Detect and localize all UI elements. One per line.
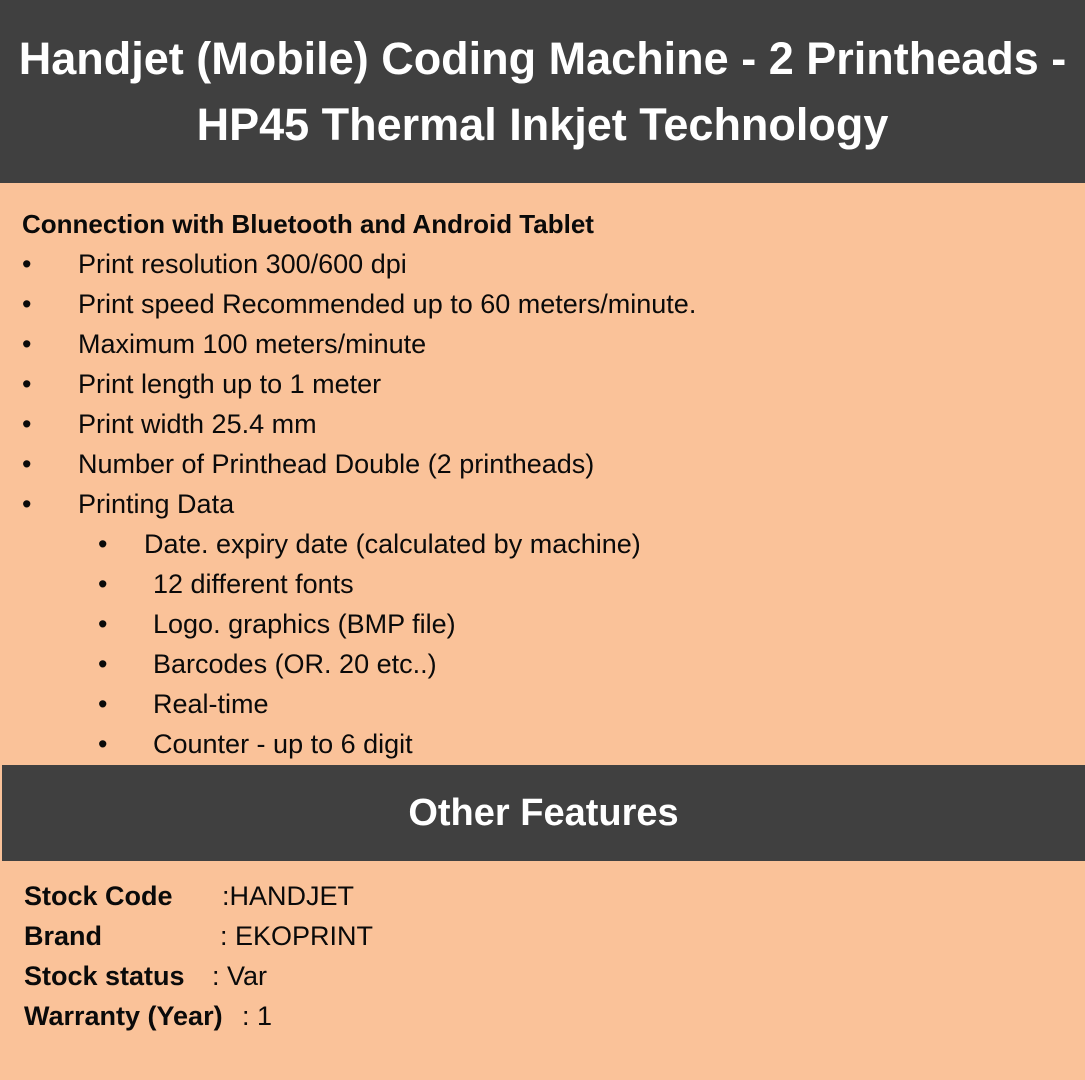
bullet: •: [22, 289, 32, 319]
printing-data-item: [22, 724, 1072, 764]
printing-data-item: [22, 524, 1072, 564]
attribute-row: [24, 876, 355, 916]
printing-data-text: Barcodes (OR. 20 etc..): [153, 649, 437, 679]
attribute-value: : Var: [212, 961, 268, 991]
attribute-value: :HANDJET: [222, 881, 355, 911]
printing-data-text: Logo. graphics (BMP file): [153, 609, 456, 639]
other-features-band: [2, 765, 1085, 861]
attributes-list: [24, 876, 374, 1036]
other-features-title: Other Features: [408, 791, 679, 834]
spec-item-text: Print speed Recommended up to 60 meters/minute.: [78, 289, 697, 319]
attribute-key: Stock status: [24, 961, 185, 991]
spec-item: [22, 444, 1072, 484]
page-title: Handjet (Mobile) Coding Machine - 2 Printheads - HP45 Thermal Inkjet Technology: [18, 32, 1067, 150]
printing-data-item: [22, 644, 1072, 684]
bullet: •: [22, 329, 32, 359]
spec-item: [22, 324, 1072, 364]
attribute-value: : EKOPRINT: [220, 921, 374, 951]
printing-data-text: Date. expiry date (calculated by machine): [144, 529, 641, 559]
bullet: •: [98, 729, 108, 759]
spec-item-text: Maximum 100 meters/minute: [78, 329, 427, 359]
attribute-key: Warranty (Year): [24, 1001, 223, 1031]
attribute-row: [24, 916, 374, 956]
specs-section: [22, 204, 1072, 764]
bullet: •: [98, 609, 108, 639]
spec-list: [22, 244, 1072, 764]
bullet: •: [98, 529, 108, 559]
specs-subtitle: Connection with Bluetooth and Android Tablet: [22, 209, 594, 239]
spec-item: [22, 484, 1072, 524]
printing-data-text: Real-time: [153, 689, 269, 719]
attribute-key: Brand: [24, 921, 103, 951]
spec-item-text: Number of Printhead Double (2 printheads): [78, 449, 595, 479]
spec-item: [22, 404, 1072, 444]
bullet: •: [98, 569, 108, 599]
attribute-row: [24, 996, 273, 1036]
bullet: •: [22, 249, 32, 279]
spec-item: [22, 284, 1072, 324]
attribute-row: [24, 956, 268, 996]
attribute-value: : 1: [242, 1001, 273, 1031]
bullet: •: [22, 449, 32, 479]
spec-item-text: Print length up to 1 meter: [78, 369, 382, 399]
spec-item: [22, 244, 1072, 284]
spec-item: [22, 364, 1072, 404]
bullet: •: [98, 689, 108, 719]
printing-data-item: [22, 684, 1072, 724]
bullet: •: [22, 369, 32, 399]
printing-data-item: [22, 564, 1072, 604]
spec-item-text: Printing Data: [78, 489, 235, 519]
bullet: •: [98, 649, 108, 679]
bullet: •: [22, 489, 32, 519]
printing-data-text: 12 different fonts: [153, 569, 354, 599]
printing-data-item: [22, 604, 1072, 644]
spec-item-text: Print resolution 300/600 dpi: [78, 249, 407, 279]
attribute-key: Stock Code: [24, 881, 173, 911]
printing-data-text: Counter - up to 6 digit: [153, 729, 413, 759]
page-header: [0, 0, 1085, 183]
bullet: •: [22, 409, 32, 439]
spec-item-text: Print width 25.4 mm: [78, 409, 317, 439]
